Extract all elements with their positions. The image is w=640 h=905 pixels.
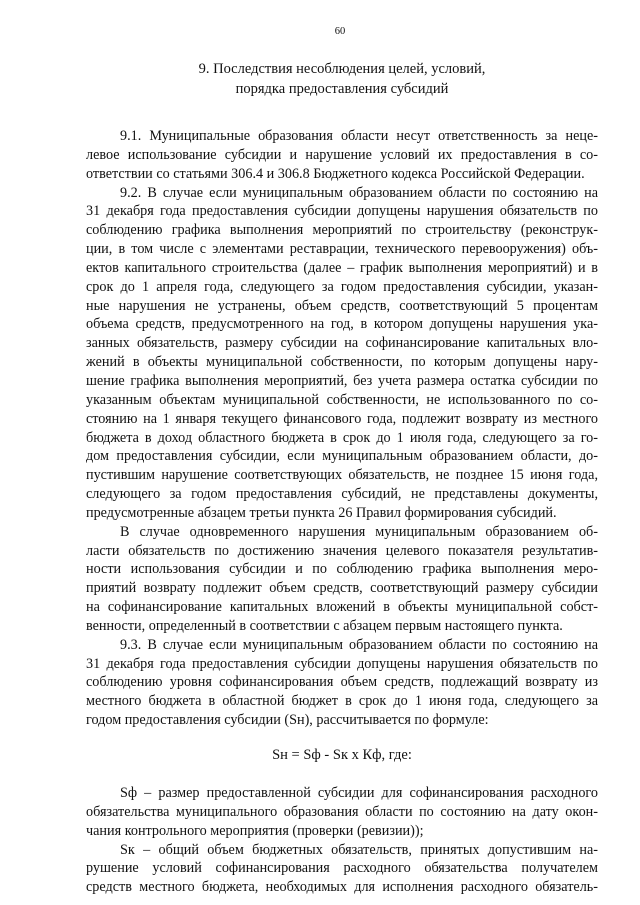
text-line: Sк – общий объем бюджетных обязательств, принятых допустившим на-	[120, 841, 598, 858]
text-line: В случае одновременного нарушения муниципальным образованием об-	[120, 523, 598, 540]
text-line: средств местного бюджета, необходимых для исполнения расходного обязатель-	[86, 879, 598, 896]
text-line: 9.2. В случае если муниципальным образованием области по состоянию на	[120, 184, 598, 201]
document-body	[86, 127, 598, 897]
text-line: бюджета в доход областного бюджета в срок до 1 июля года, следующего за го-	[86, 429, 598, 446]
text-line: шение графика выполнения мероприятий, без учета размера остатка субсидии по	[86, 372, 598, 389]
text-line: занных обязательств, размеру субсидии на софинансирование капитальных вло-	[86, 335, 598, 352]
text-line: годом предоставления субсидии (Sн), рассчитывается по формуле:	[86, 712, 489, 729]
text-line: Sф – размер предоставленной субсидии для софинансирования расходного	[120, 785, 598, 801]
text-line: венности, определенный в соответствии с абзацем первым настоящего пункта.	[86, 617, 563, 634]
heading-line: порядка предоставления субсидий	[235, 81, 449, 97]
definition-group	[86, 784, 598, 897]
text-line: срок до 1 апреля года, следующего за годом предоставления субсидии, указан-	[86, 278, 598, 295]
text-line: 31 декабря года предоставления субсидии допущены нарушения обязательств по	[86, 655, 598, 672]
heading-line: 9. Последствия несоблюдения целей, условий,	[198, 61, 486, 77]
paragraph	[86, 636, 598, 730]
text-line: ности использования субсидии и по соблюдению графика выполнения меро-	[86, 561, 598, 578]
text-line: стоянию на 1 января текущего финансового года, подлежит возврату из местного	[86, 410, 598, 427]
text-line: приятий возврату подлежит объем средств, соответствующий размеру субсидии	[86, 580, 598, 597]
text-line: ответствии со статьями 306.4 и 306.8 Бюджетного кодекса Российской Федерации.	[86, 165, 585, 182]
text-line: 31 декабря года предоставления субсидии допущены нарушения обязательств по	[86, 203, 598, 220]
paragraph-group	[86, 127, 598, 730]
definition-paragraph	[86, 841, 598, 898]
text-line: ласти обязательств по достижению значения целевого показателя результатив-	[86, 542, 598, 559]
paragraph	[86, 127, 598, 184]
text-line: рушение условий софинансирования расходного обязательства получателем	[86, 860, 598, 877]
text-line: следующего за годом предоставления субсидий, не представлены документы,	[86, 486, 598, 503]
text-line: обязательства муниципального образования области по состоянию на дату окон-	[86, 803, 598, 820]
text-line: соблюдению графика выполнения мероприятий по строительству (реконструк-	[86, 222, 598, 239]
text-line: ные нарушения не устранены, объем средств, соответствующий 5 процентам	[86, 297, 598, 314]
text-line: ции, в том числе с элементами реставрации, технического перевооружения) объ-	[86, 241, 598, 258]
text-line: на софинансирование капитальных вложений в объекты муниципальной собст-	[86, 599, 598, 616]
section-heading	[86, 59, 598, 99]
text-line: жений в объекты муниципальной собственности, по которым допущены нару-	[86, 354, 598, 371]
text-line: ектов капитального строительства (далее – график выполнения мероприятий) и в	[86, 259, 598, 276]
text-line: местного бюджета в областной бюджет в срок до 1 июня года, следующего за	[86, 693, 598, 710]
formula: Sн = Sф - Sк x Кф, где:	[272, 747, 412, 763]
paragraph	[86, 523, 598, 636]
page-number: 60	[334, 26, 346, 37]
text-line: пустившим нарушение соответствующих обязательств, не позднее 15 июня года,	[86, 467, 598, 484]
text-line: чания контрольного мероприятия (проверки (ревизии));	[86, 822, 424, 839]
text-line: левое использование субсидии и нарушение условий их предоставления в со-	[86, 146, 598, 163]
paragraph	[86, 184, 598, 523]
text-line: соблюдению уровня софинансирования объем средств, подлежащий возврату из	[86, 674, 598, 691]
definition-paragraph	[86, 784, 598, 841]
text-line: предусмотренные абзацем третьи пункта 26 Правил формирования субсидий.	[86, 504, 557, 521]
text-line: дом предоставления субсидии, если муниципальным образованием области, до-	[86, 448, 598, 465]
text-line: 9.3. В случае если муниципальным образованием области по состоянию на	[120, 636, 598, 653]
text-line: указанным объектам муниципальной собственности, не использованного по со-	[86, 391, 598, 408]
text-line: объема средств, предусмотренного на год, в котором допущены нарушения ука-	[86, 316, 598, 333]
text-line: 9.1. Муниципальные образования области несут ответственность за неце-	[120, 128, 598, 144]
